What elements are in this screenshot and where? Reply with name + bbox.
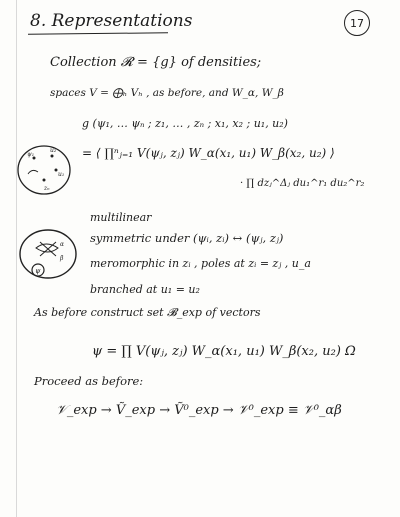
line-multilinear: multilinear bbox=[90, 211, 152, 224]
sketch-label: u₁ bbox=[58, 171, 65, 178]
line-spaces: spaces V = ⨁ₕ Vₕ , as before, and W_α, W_β bbox=[50, 87, 284, 99]
sketch-label: β bbox=[60, 255, 64, 262]
line-psi-definition: ψ = ∏ V(ψⱼ, zⱼ) W_α(x₁, u₁) W_β(x₂, u₂) Ω bbox=[92, 344, 356, 359]
title-underline bbox=[28, 32, 168, 34]
page-number-text: 17 bbox=[350, 16, 364, 30]
line-meromorphic: meromorphic in zᵢ , poles at zᵢ = zⱼ , u_a bbox=[90, 257, 311, 270]
line-g-arguments: g (ψ₁, … ψₙ ; z₁, … , zₙ ; x₁, x₂ ; u₁, u₂) bbox=[82, 117, 288, 130]
line-branched: branched at u₁ = u₂ bbox=[90, 283, 200, 296]
line-correlator-formula: = ⟨ ∏ⁿⱼ₌₁ V(ψⱼ, zⱼ) W_α(x₁, u₁) W_β(x₂, u₂) ⟩ bbox=[82, 146, 335, 160]
riemann-sphere-sketch bbox=[14, 140, 74, 200]
line-measure: · ∏ dzⱼ^Δⱼ du₁^r₁ du₂^r₂ bbox=[240, 178, 365, 189]
sketch-label: zₙ bbox=[44, 185, 50, 192]
sketch-label: α bbox=[60, 241, 65, 248]
line-collection: Collection 𝓡 = {g} of densities; bbox=[50, 55, 262, 70]
branch-cut-sketch bbox=[16, 226, 80, 286]
line-space-chain: 𝒱_exp → Ṽ_exp → Ṽ⁰_exp → 𝒱⁰_exp ≡ 𝒱⁰_αβ bbox=[56, 403, 342, 418]
sketch-label: u₂ bbox=[50, 147, 57, 154]
page-title: 8. Representations bbox=[30, 11, 193, 31]
sketch-label: ψ₁ bbox=[27, 151, 35, 158]
page-number bbox=[344, 10, 370, 36]
line-symmetric: symmetric under (ψᵢ, zᵢ) ↔ (ψⱼ, zⱼ) bbox=[90, 231, 284, 245]
line-proceed: Proceed as before: bbox=[34, 374, 144, 388]
line-as-before: As before construct set 𝓑_exp of vectors bbox=[34, 306, 261, 319]
sketch-label: ψ bbox=[35, 267, 41, 275]
